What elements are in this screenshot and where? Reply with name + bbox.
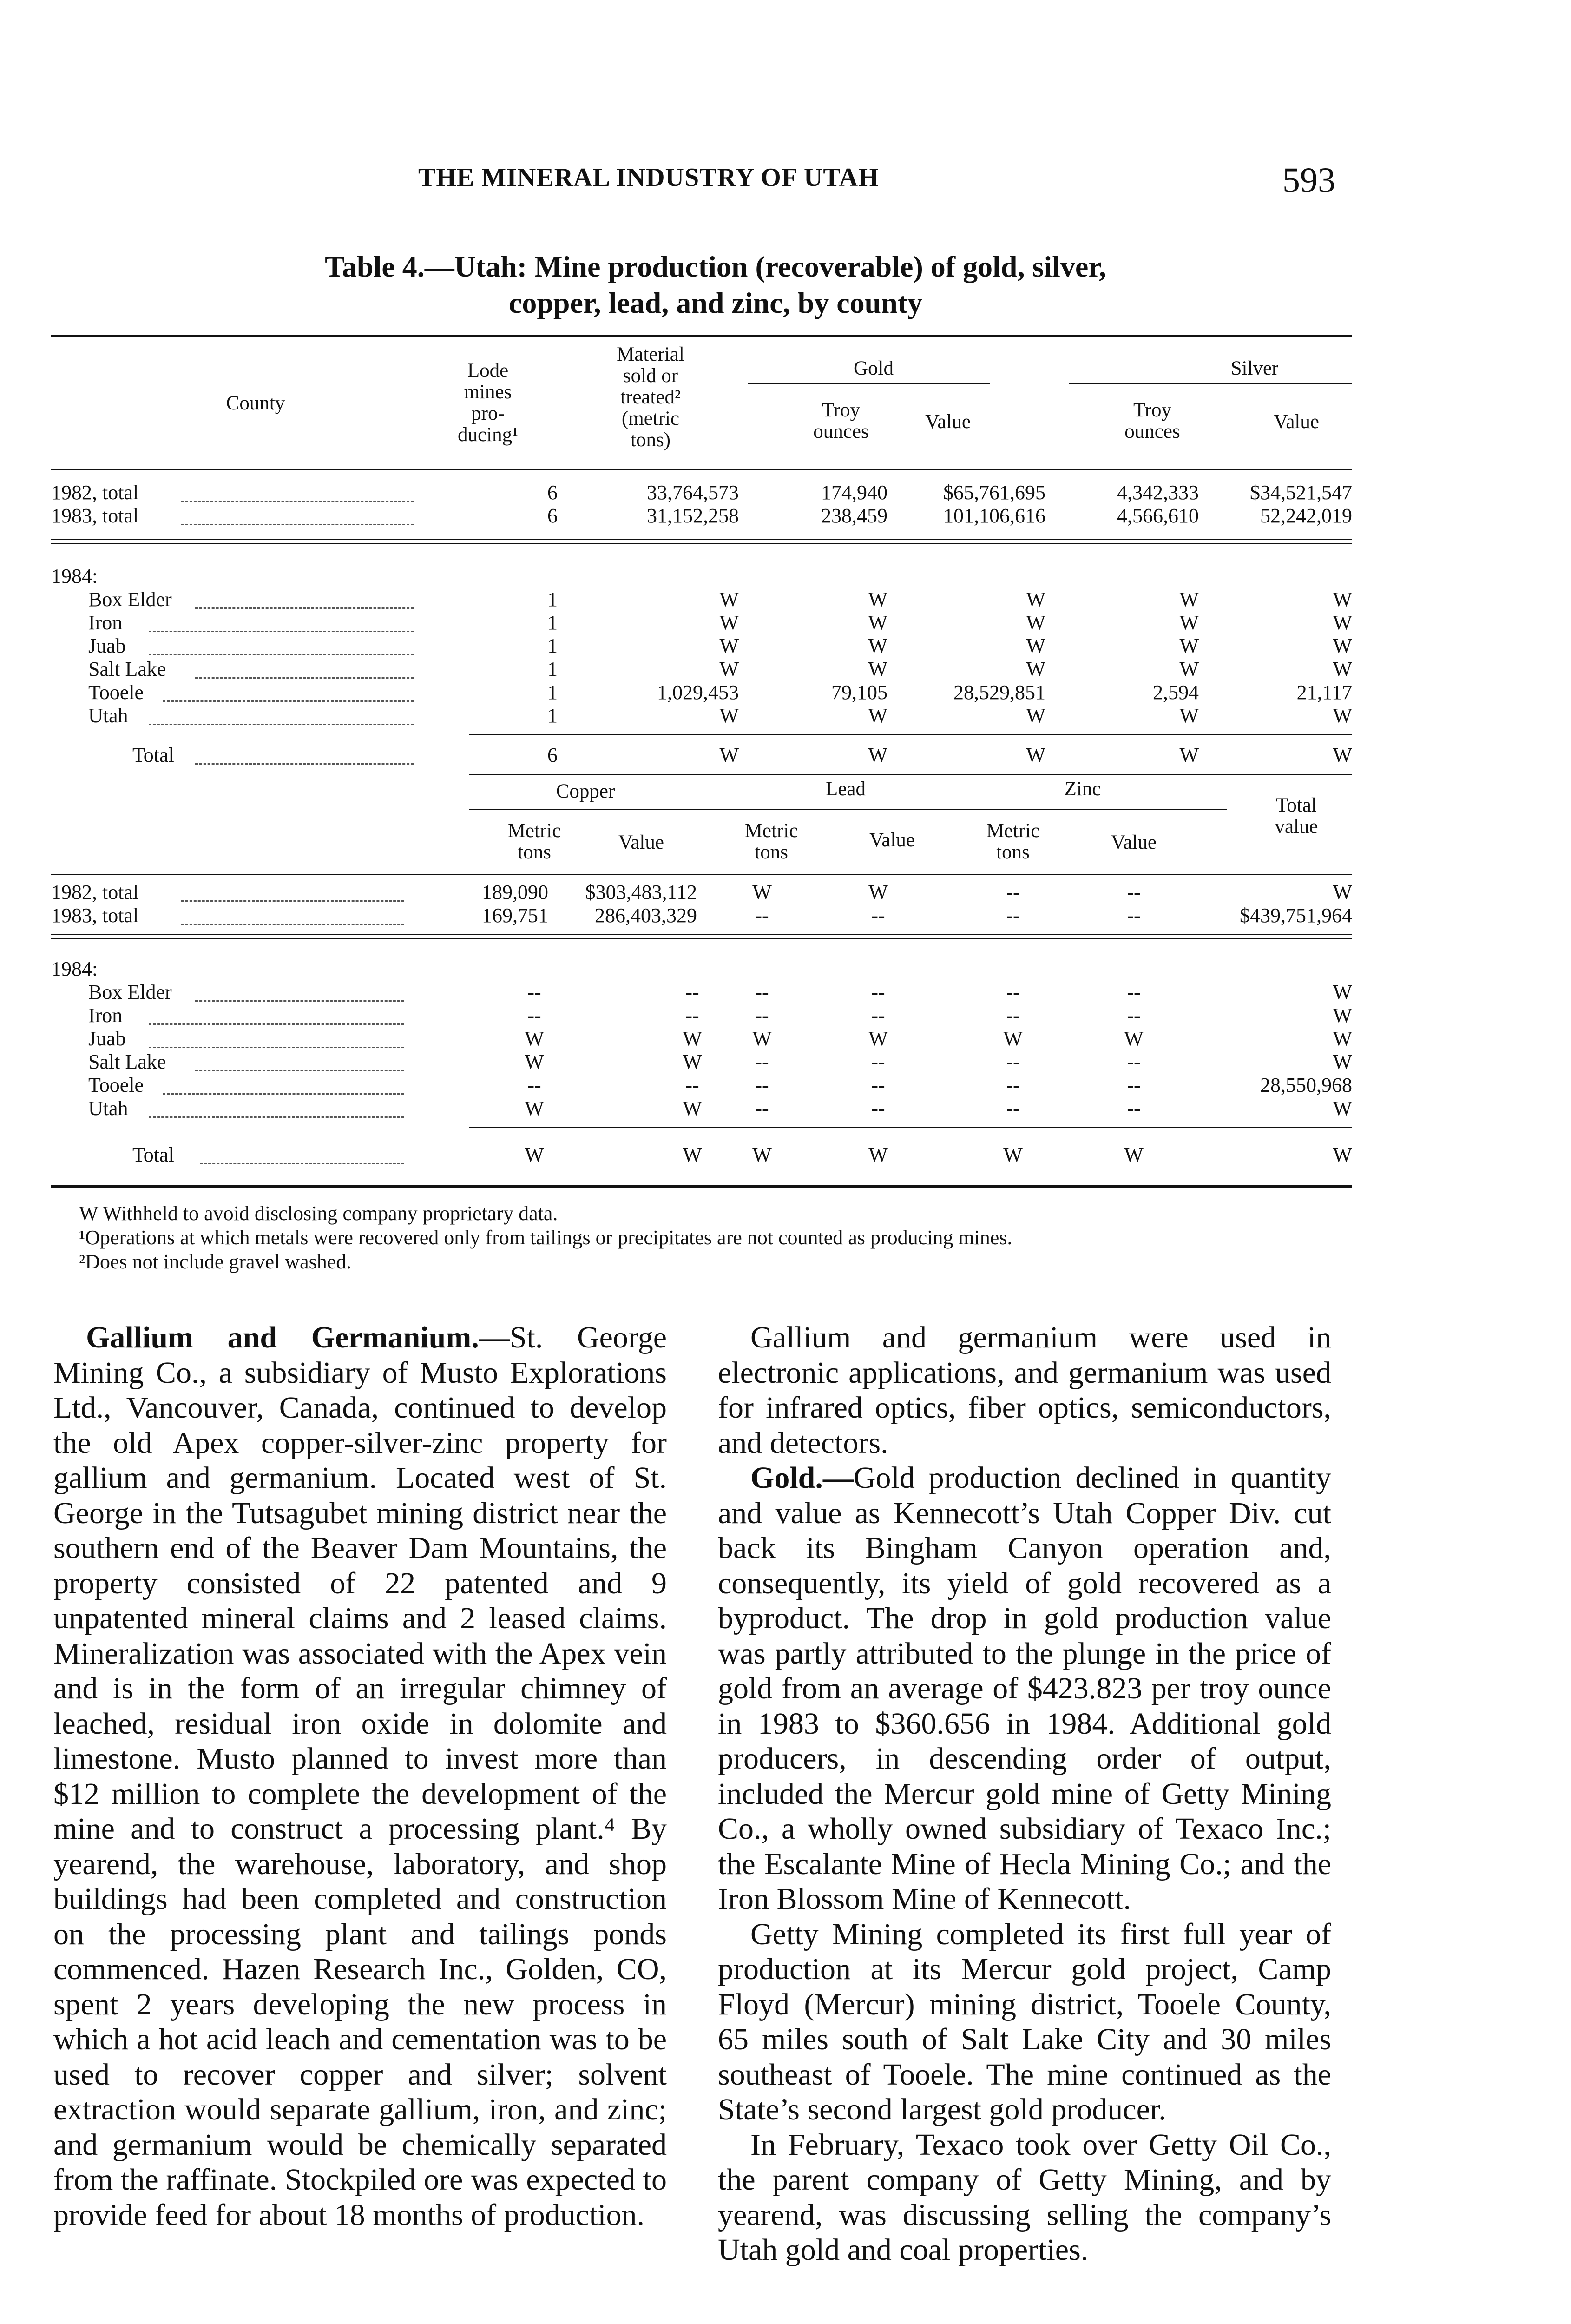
table-caption (251, 249, 1180, 321)
header-copper: Copper (556, 780, 615, 802)
table-row: Iron 1 W W W W W (88, 611, 1352, 634)
table-row: Box Elder -- -- -- -- -- -- W (88, 981, 1352, 1004)
table-caption-line: Table 4.—Utah: Mine production (recoverable) of gold, silver, (325, 250, 1106, 283)
paragraph: Gallium and germanium were used in electronic applications, and germanium was used for infrared optics, fiber optics, semiconductors, and detectors. (718, 1320, 1331, 1460)
body-column-left (53, 1320, 667, 2232)
year-label: 1984: (51, 957, 98, 980)
header-lead-metric-tons: Metric tons (744, 820, 798, 863)
table-row: 1983, total 6 31,152,258 238,459 101,106,616 4,566,610 52,242,019 (51, 504, 1352, 527)
table-row: Juab 1 W W W W W (88, 634, 1352, 657)
table-row: 1982, total 189,090 $303,483,112 W W -- -- W (51, 881, 1352, 904)
section-heading: Gallium and Germanium.— (86, 1320, 510, 1354)
footnote: ²Does not include gravel washed. (79, 1250, 352, 1273)
table-row: Juab W W W W W W W (88, 1027, 1352, 1050)
header-lead-value: Value (869, 829, 915, 851)
table-caption-line: copper, lead, and zinc, by county (508, 286, 923, 319)
table-total-row: Total 6 W W W W W (132, 744, 1352, 766)
header-zinc: Zinc (1064, 778, 1101, 800)
header-copper-value: Value (618, 832, 664, 853)
body-column-right (718, 1320, 1331, 2268)
table-row: Box Elder 1 W W W W W (88, 588, 1352, 611)
section-heading: Gold.— (750, 1461, 854, 1495)
table-row: Utah W W -- -- -- -- W (88, 1097, 1352, 1120)
header-gold-troy-ounces: Troy ounces (813, 399, 869, 442)
paragraph: Getty Mining completed its first full year of production at its Mercur gold project, Camp Floyd (Mercur) mining district, Tooele County, 65 miles south of Salt Lake City and 30 miles southeast of Tooele. The mine continued as the State’s second largest gold producer. (718, 1917, 1331, 2126)
table-row: Salt Lake 1 W W W W W (88, 658, 1352, 680)
table-total-row: Total W W W W W W W (132, 1143, 1352, 1166)
header-gold-value: Value (925, 411, 971, 433)
table-row: 1983, total 169,751 286,403,329 -- -- -- -- $439,751,964 (51, 904, 1352, 927)
header-gold: Gold (854, 357, 894, 379)
header-copper-metric-tons: Metric tons (507, 820, 561, 863)
table-row: 1982, total 6 33,764,573 174,940 $65,761,695 4,342,333 $34,521,547 (51, 481, 1352, 504)
header-lead: Lead (826, 778, 866, 800)
header-silver: Silver (1230, 357, 1279, 379)
table-row: Salt Lake W W -- -- -- -- W (88, 1050, 1352, 1073)
header-zinc-metric-tons: Metric tons (986, 820, 1040, 863)
header-silver-value: Value (1274, 411, 1319, 433)
header-zinc-value: Value (1111, 832, 1157, 853)
table-footnotes (79, 1202, 1012, 1274)
paragraph: Gold.—Gold production declined in quantity and value as Kennecott’s Utah Copper Div. cut back its Bingham Canyon operation and, consequently, its yield of gold recovered as a byproduct. The drop in gold production value was partly attributed to the plunge in the price of gold from an average of $423.823 per troy ounce in 1983 to $360.656 in 1984. Additional gold producers, in descending order of output, included the Mercur gold mine of Getty Mining Co., a wholly owned subsidiary of Texaco Inc.; the Escalante Mine of Hecla Mining Co.; and the Iron Blossom Mine of Kennecott. (718, 1461, 1331, 1916)
running-head: THE MINERAL INDUSTRY OF UTAH (418, 163, 879, 192)
table-row: Iron -- -- -- -- -- -- W (88, 1004, 1352, 1027)
production-table (51, 335, 1352, 1199)
footnote: W Withheld to avoid disclosing company proprietary data. (79, 1202, 558, 1225)
table-row: Utah 1 W W W W W (88, 704, 1352, 727)
footnote: ¹Operations at which metals were recovered only from tailings or precipitates are not counted as producing mines. (79, 1226, 1012, 1249)
header-silver-troy-ounces: Troy ounces (1124, 399, 1180, 442)
table-row: Tooele 1 1,029,453 79,105 28,529,851 2,594 21,117 (88, 681, 1352, 704)
year-label: 1984: (51, 565, 98, 588)
page-number: 593 (1282, 161, 1335, 200)
table-row: Tooele -- -- -- -- -- -- 28,550,968 (88, 1074, 1352, 1096)
paragraph: Gallium and Germanium.—St. George Mining Co., a subsidiary of Musto Explorations Ltd., Vancouver, Canada, continued to develop the old Apex copper-silver-zinc property for gallium and germanium. Located west of St. George in the Tutsagubet mining district near the southern end of the Beaver Dam Mountains, the property consisted of 22 patented and 9 unpatented mineral claims and 2 leased claims. Mineralization was associated with the Apex vein and is in the form of an irregular chimney of leached, residual iron oxide in dolomite and limestone. Musto planned to invest more than $12 million to complete the development of the mine and to construct a processing plant.⁴ By yearend, the warehouse, laboratory, and shop buildings had been completed and construction on the processing plant and tailings ponds commenced. Hazen Research Inc., Golden, CO, spent 2 years developing the new process in which a hot acid leach and cementation was to be used to recover copper and silver; solvent extraction would separate gallium, iron, and zinc; and germanium would be chemically separated from the raffinate. Stockpiled ore was expected to provide feed for about 18 months of production. (53, 1320, 667, 2232)
header-material: Material sold or treated² (metric tons) (617, 343, 684, 451)
paragraph: In February, Texaco took over Getty Oil Co., the parent company of Getty Mining, and by yearend, was discussing selling the company’s Utah gold and coal properties. (718, 2127, 1331, 2267)
header-lode-mines: Lode mines pro- ducing¹ (458, 360, 518, 446)
header-county: County (226, 392, 285, 414)
header-total-value: Total value (1275, 794, 1318, 838)
